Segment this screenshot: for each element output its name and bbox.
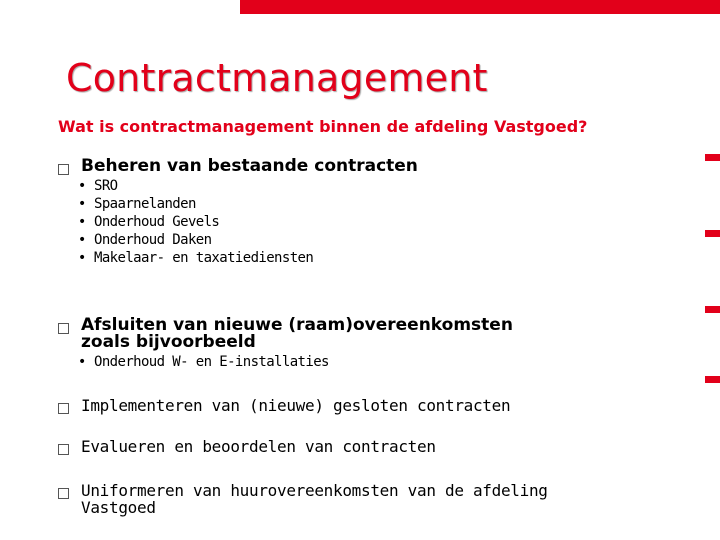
right-edge-ticks: [705, 0, 720, 540]
bullet-icon: •: [78, 250, 87, 266]
bullet-icon: •: [78, 196, 87, 212]
list-item: [58, 482, 578, 516]
edge-tick: [705, 376, 720, 383]
slide-subtitle: Wat is contractmanagement binnen de afdeling Vastgoed?: [58, 117, 588, 136]
checkbox-bullet-icon: [58, 323, 69, 334]
sub-item-label: Spaarnelanden: [94, 196, 196, 212]
sub-item-label: Onderhoud Daken: [94, 232, 212, 248]
item-label: Evalueren en beoordelen van contracten: [81, 437, 436, 456]
bullet-icon: •: [78, 178, 87, 194]
list-item: [58, 397, 658, 414]
sub-list-item: [78, 231, 658, 249]
item-label: Implementeren van (nieuwe) gesloten contracten: [81, 396, 511, 415]
checkbox-bullet-icon: [58, 444, 69, 455]
list-item: [58, 158, 658, 267]
checkbox-bullet-icon: [58, 403, 69, 414]
top-accent-bar: [240, 0, 720, 14]
edge-tick: [705, 230, 720, 237]
item-label: Uniformeren van huurovereenkomsten van de afdeling Vastgoed: [81, 481, 548, 517]
sub-list: [78, 353, 538, 371]
bullet-icon: •: [78, 232, 87, 248]
item-label: Afsluiten van nieuwe (raam)overeenkomsten zoals bijvoorbeeld: [81, 315, 513, 352]
sub-item-label: Makelaar- en taxatiediensten: [94, 250, 314, 266]
sub-item-label: SRO: [94, 178, 118, 194]
list-item: [58, 438, 658, 455]
sub-list-item: [78, 213, 658, 231]
checkbox-bullet-icon: [58, 164, 69, 175]
sub-list-item: [78, 249, 658, 267]
edge-tick: [705, 306, 720, 313]
bullet-icon: •: [78, 214, 87, 230]
bullet-icon: •: [78, 354, 87, 370]
sub-list-item: [78, 177, 658, 195]
checkbox-bullet-icon: [58, 488, 69, 499]
slide-title: Contractmanagement: [66, 56, 488, 100]
list-item: [58, 317, 538, 371]
sub-list-item: [78, 195, 658, 213]
sub-list: [78, 177, 658, 267]
sub-item-label: Onderhoud W- en E-installaties: [94, 354, 329, 370]
item-label: Beheren van bestaande contracten: [81, 156, 418, 176]
sub-item-label: Onderhoud Gevels: [94, 214, 220, 230]
edge-tick: [705, 154, 720, 161]
sub-list-item: [78, 353, 538, 371]
